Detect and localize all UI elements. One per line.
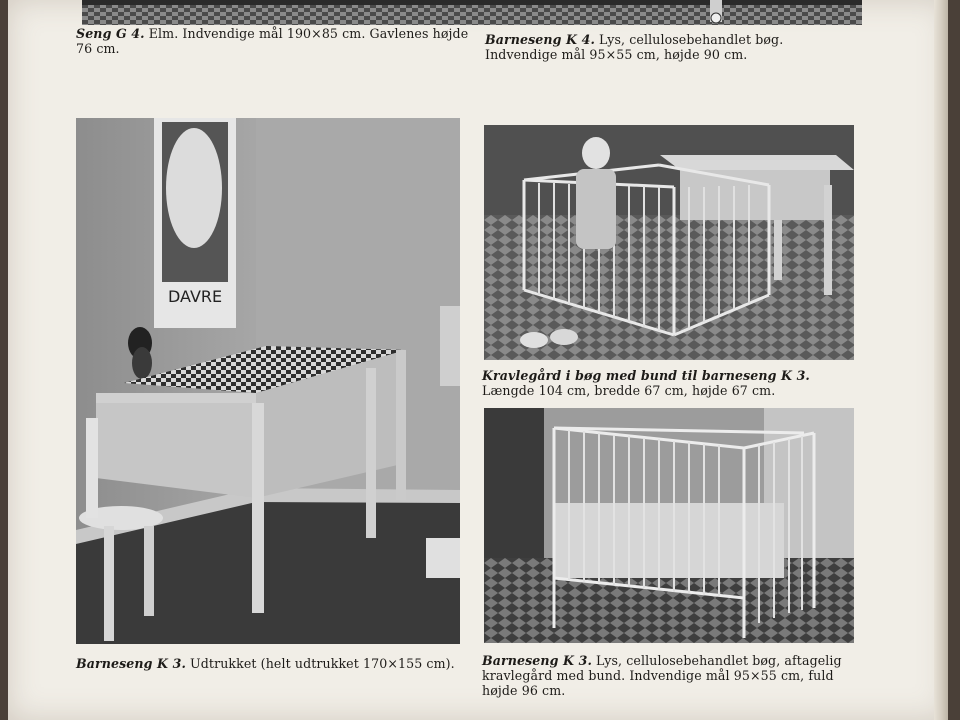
photo-top-strip-image [82, 0, 862, 25]
catalog-page [8, 0, 948, 720]
photo-right-bottom-image [484, 408, 854, 643]
photo-right-top-image [484, 125, 854, 360]
photo-barneseng-k3-extended [76, 118, 460, 644]
caption-seng-g4 [76, 26, 476, 56]
photo-left-image [76, 118, 460, 644]
caption-text: Udtrukket (helt udtrukket 170×155 cm). [185, 656, 455, 671]
photo-barneseng-k3 [484, 408, 854, 643]
caption-title: Barneseng K 3. [76, 656, 186, 671]
caption-kravlegaard [482, 368, 862, 398]
caption-title: Barneseng K 3. [482, 653, 592, 668]
caption-text: Lys, cellulosebehandlet bøg. Indvendige mål 95×55 cm, højde 90 cm. [485, 32, 784, 62]
caption-text: Længde 104 cm, bredde 67 cm, højde 67 cm. [482, 383, 776, 398]
caption-text: Elm. Indvendige mål 190×85 cm. Gavlenes højde 76 cm. [76, 26, 469, 56]
photo-kravlegaard [484, 125, 854, 360]
photo-top-strip [82, 0, 862, 25]
poster-text: DAVRE [168, 287, 223, 306]
caption-title: Barneseng K 4. [485, 32, 595, 47]
caption-barneseng-k3-extended [76, 656, 476, 671]
caption-barneseng-k4 [485, 32, 857, 62]
caption-title: Kravlegård i bøg med bund til barneseng K 3. [482, 368, 810, 383]
caption-title: Seng G 4. [76, 26, 145, 41]
page-edge [934, 0, 948, 720]
caption-barneseng-k3 [482, 653, 862, 698]
caption-text: Lys, cellulosebehandlet bøg, aftagelig kravlegård med bund. Indvendige mål 95×55 cm, fuld højde 96 cm. [482, 653, 842, 698]
